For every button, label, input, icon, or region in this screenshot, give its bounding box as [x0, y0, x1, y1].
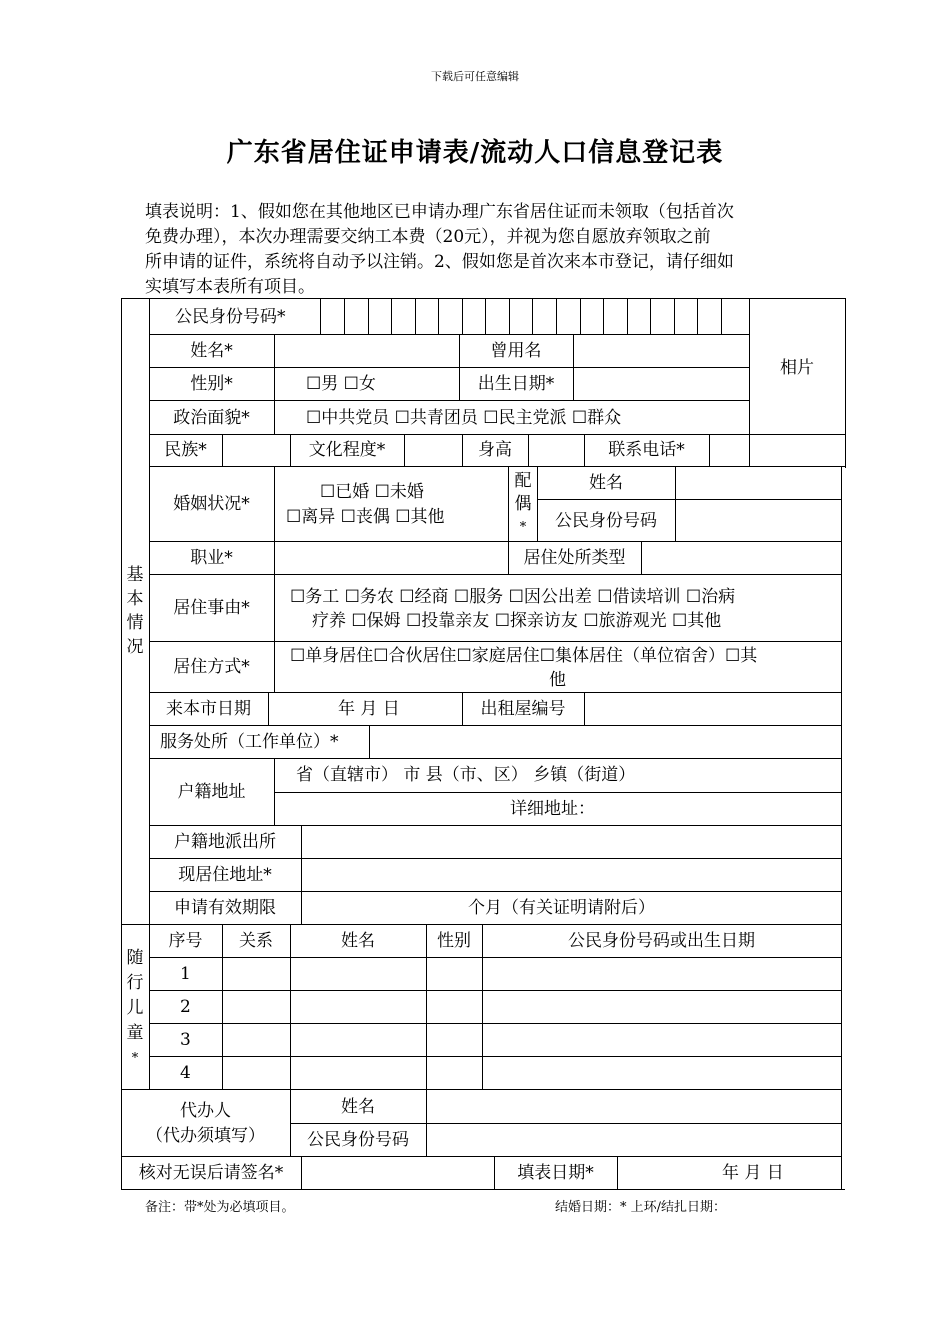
occupation-label: 职业*	[190, 548, 233, 568]
child-row-input[interactable]	[223, 1057, 841, 1089]
child-row-input[interactable]	[223, 1024, 841, 1056]
validity-input[interactable]: 个月（有关证明请附后）	[468, 898, 655, 918]
name-label: 姓名*	[190, 341, 233, 361]
id-number-label: 公民身份号码*	[175, 307, 286, 327]
section-char: 随	[126, 948, 144, 968]
footer-note: 备注：带*处为必填项目。	[145, 1200, 295, 1215]
section-char: 情	[126, 613, 144, 633]
child-id-header: 公民身份号码或出生日期	[568, 931, 755, 951]
gender-label: 性别*	[190, 374, 233, 394]
section-char: 童	[126, 1023, 144, 1043]
child-row-input[interactable]	[223, 991, 841, 1023]
signature-label: 核对无误后请签名*	[138, 1163, 284, 1183]
agent-name-label: 姓名	[341, 1097, 375, 1117]
former-name-input[interactable]	[574, 335, 749, 367]
validity-label: 申请有效期限	[174, 898, 276, 918]
workplace-input[interactable]	[370, 726, 841, 758]
basic-info-section-label	[125, 563, 145, 659]
birth-date-input[interactable]	[574, 368, 749, 400]
child-relation-header: 关系	[239, 931, 273, 951]
child-gender-header: 性别	[437, 931, 471, 951]
agent-label-note: （代办须填写）	[146, 1126, 265, 1146]
child-row-number: 2	[180, 997, 191, 1017]
signature-input[interactable]	[302, 1157, 494, 1189]
agent-label: 代办人	[180, 1101, 231, 1121]
instruction-line: 填表说明：1、假如您在其他地区已申请办理广东省居住证而未领取（包括首次	[145, 202, 734, 222]
residence-type-label: 居住处所类型	[523, 548, 626, 568]
name-input[interactable]	[275, 335, 459, 367]
phone-label: 联系电话*	[608, 440, 685, 460]
rental-number-input[interactable]	[585, 693, 841, 725]
residence-mode-options-2: 他	[549, 670, 566, 690]
page-title: 广东省居住证申请表/流动人口信息登记表	[226, 138, 724, 168]
height-input[interactable]	[529, 435, 584, 466]
residence-type-input[interactable]	[642, 542, 841, 574]
id-number-input[interactable]	[321, 299, 749, 334]
child-row-number: 4	[180, 1063, 191, 1083]
residence-reason-label: 居住事由*	[173, 598, 250, 618]
hukou-detail-address[interactable]: 详细地址：	[510, 799, 595, 819]
phone-input[interactable]	[710, 435, 845, 466]
spouse-name-input[interactable]	[676, 467, 841, 499]
birth-date-label: 出生日期*	[477, 374, 555, 394]
residence-reason-options-2[interactable]: 疗养 ☐保姆 ☐投靠亲友 ☐探亲访友 ☐旅游观光 ☐其他	[312, 611, 722, 631]
section-char: 儿	[126, 998, 144, 1018]
child-row-input[interactable]	[223, 958, 841, 990]
section-char: 行	[126, 973, 144, 993]
spouse-id-label: 公民身份号码	[555, 511, 657, 531]
instruction-line: 实填写本表所有项目。	[145, 277, 315, 297]
photo-label: 相片	[780, 358, 814, 378]
hukou-police-input[interactable]	[302, 826, 841, 858]
marriage-date-note: 结婚日期：* 上环/结扎日期：	[555, 1200, 727, 1215]
fill-date-input[interactable]: 年 月 日	[722, 1163, 784, 1183]
instructions	[145, 200, 815, 300]
political-status-options[interactable]: ☐中共党员 ☐共青团员 ☐民主党派 ☐群众	[306, 408, 622, 428]
child-name-header: 姓名	[341, 931, 375, 951]
residence-mode-options-1[interactable]: ☐单身居住☐合伙居住☐家庭居住☐集体居住（单位宿舍）☐其	[290, 646, 758, 666]
section-char: 况	[126, 637, 144, 657]
former-name-label: 曾用名	[490, 341, 542, 361]
workplace-label: 服务处所（工作单位）*	[160, 732, 339, 752]
hukou-address-label: 户籍地址	[177, 782, 246, 802]
residence-mode-label: 居住方式*	[173, 657, 250, 677]
ethnicity-label: 民族*	[164, 440, 207, 460]
spouse-char: *	[519, 520, 527, 535]
section-char: *	[131, 1051, 139, 1066]
marital-options-2[interactable]: ☐离异 ☐丧偶 ☐其他	[286, 507, 445, 527]
spouse-name-label: 姓名	[589, 473, 623, 493]
current-address-label: 现居住地址*	[178, 865, 272, 885]
marital-options-1[interactable]: ☐已婚 ☐未婚	[320, 482, 424, 502]
section-char: 本	[126, 589, 144, 609]
arrival-date-label: 来本市日期	[166, 699, 251, 719]
gender-options[interactable]: ☐男 ☐女	[306, 374, 376, 394]
residence-reason-options-1[interactable]: ☐务工 ☐务农 ☐经商 ☐服务 ☐因公出差 ☐借读培训 ☐治病	[290, 587, 736, 607]
ethnicity-input[interactable]	[223, 435, 290, 466]
education-label: 文化程度*	[308, 440, 386, 460]
arrival-date-input[interactable]: 年 月 日	[338, 699, 400, 719]
marital-status-label: 婚姻状况*	[173, 494, 250, 514]
occupation-input[interactable]	[275, 542, 508, 574]
political-status-label: 政治面貌*	[173, 408, 250, 428]
hukou-address-parts[interactable]: 省（直辖市） 市 县（市、区） 乡镇（街道）	[296, 765, 636, 785]
spouse-char: 偶	[514, 494, 532, 514]
education-input[interactable]	[405, 435, 462, 466]
child-row-number: 1	[180, 964, 191, 984]
current-address-input[interactable]	[302, 859, 841, 891]
children-section-label	[125, 946, 145, 1071]
height-label: 身高	[478, 440, 512, 460]
child-row-number: 3	[180, 1030, 191, 1050]
spouse-id-input[interactable]	[676, 500, 841, 541]
fill-date-label: 填表日期*	[517, 1163, 594, 1183]
spouse-char: 配	[514, 471, 532, 491]
agent-name-input[interactable]	[427, 1090, 841, 1123]
section-char: 基	[126, 565, 144, 585]
hukou-police-label: 户籍地派出所	[174, 832, 276, 852]
agent-id-input[interactable]	[427, 1124, 841, 1156]
agent-id-label: 公民身份号码	[307, 1130, 409, 1150]
header-note: 下载后可任意编辑	[431, 70, 519, 83]
child-seq-header: 序号	[168, 931, 203, 951]
spouse-label	[513, 470, 533, 539]
rental-number-label: 出租屋编号	[480, 699, 566, 719]
instruction-line: 免费办理），本次办理需要交纳工本费（20元），并视为您自愿放弃领取之前	[145, 227, 711, 247]
instruction-line: 所申请的证件，系统将自动予以注销。2、假如您是首次来本市登记，请仔细如	[145, 252, 734, 272]
